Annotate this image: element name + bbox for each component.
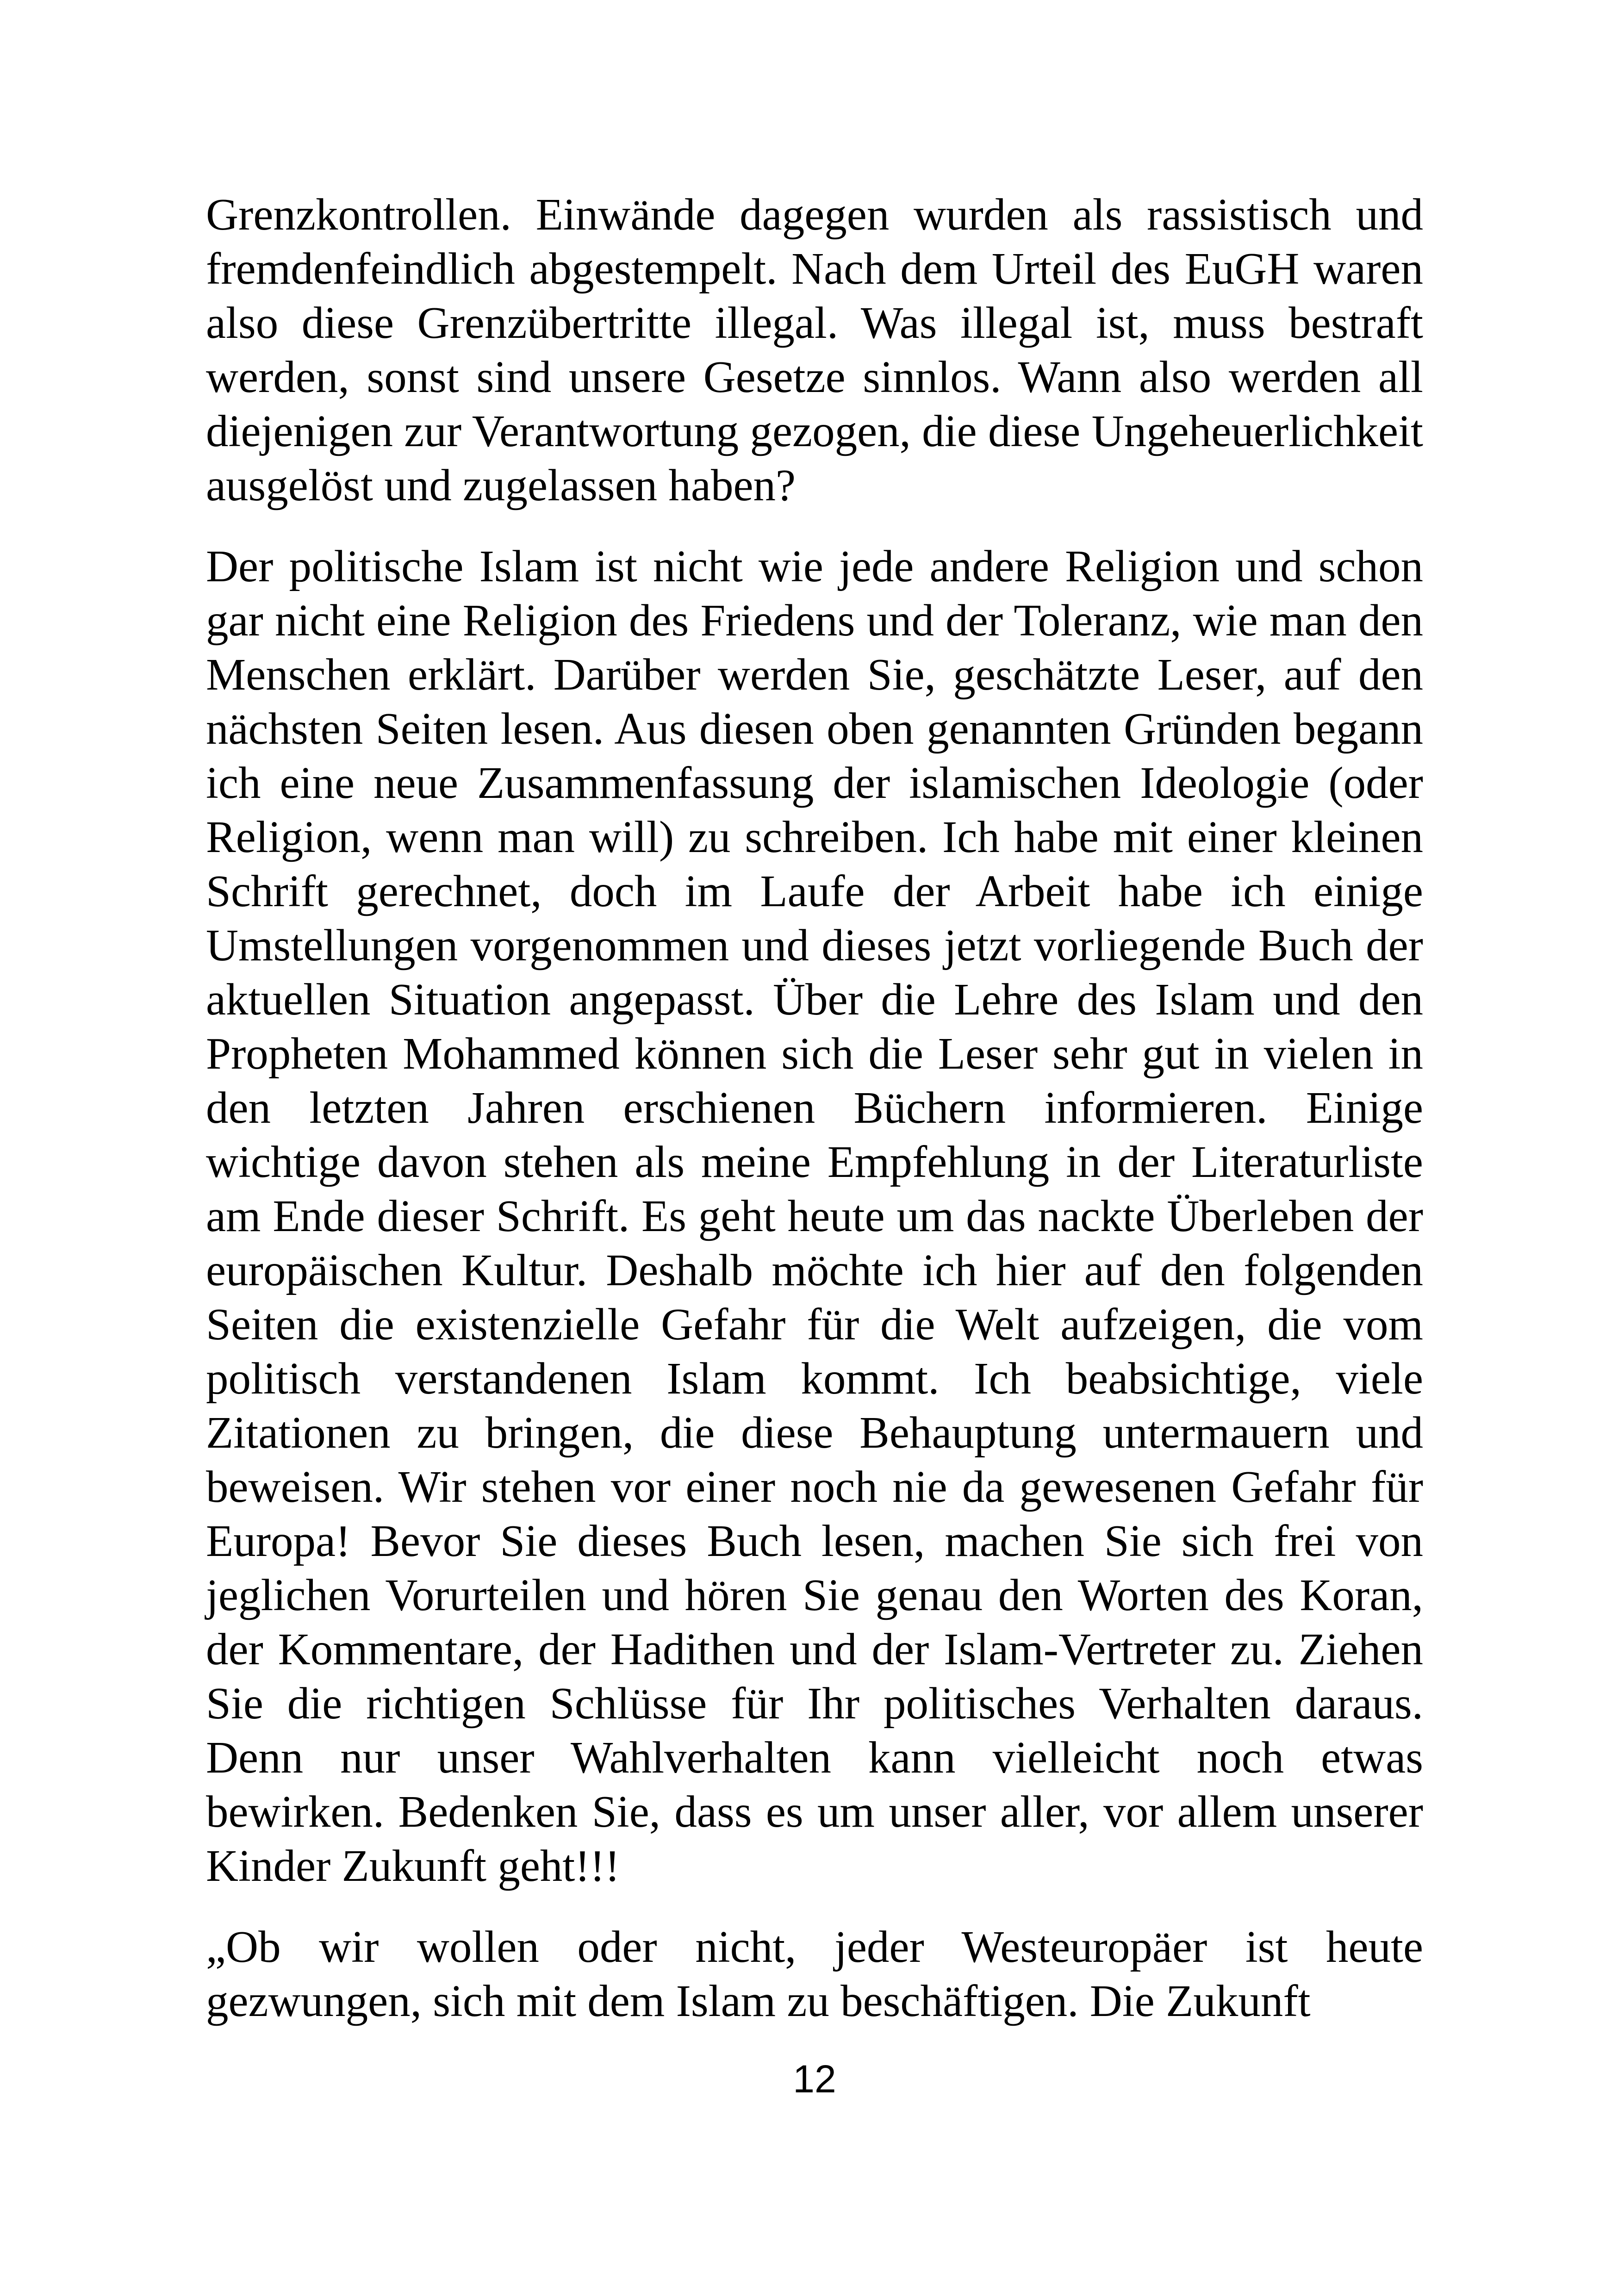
body-paragraph-3: „Ob wir wollen oder nicht, jeder Westeuropäer ist heute gezwungen, sich mit dem Islam zu beschäftigen. Die Zukunft [206, 1922, 1423, 2026]
page-text-block [206, 187, 1423, 2028]
page-number: 12 [793, 2057, 836, 2101]
body-paragraph-2: Der politische Islam ist nicht wie jede andere Religion und schon gar nicht eine Religion des Friedens und der Toleranz, wie man den Menschen erklärt. Darüber werden Sie, geschätzte Leser, auf den nächsten Seiten lesen. Aus diesen oben genannten Gründen begann ich eine neue Zusammenfassung der islamischen Ideologie (oder Religion, wenn man will) zu schreiben. Ich habe mit einer kleinen Schrift gerechnet, doch im Laufe der Arbeit habe ich einige Umstellungen vorgenommen und dieses jetzt vorliegende Buch der aktuellen Situation angepasst. Über die Lehre des Islam und den Propheten Mohammed können sich die Leser sehr gut in vielen in den letzten Jahren erschienen Büchern informieren. Einige wichtige davon stehen als meine Empfehlung in der Literaturliste am Ende dieser Schrift. Es geht heute um das nackte Überleben der europäischen Kultur. Deshalb möchte ich hier auf den folgenden Seiten die existenzielle Gefahr für die Welt aufzeigen, die vom politisch verstandenen Islam kommt. Ich beabsichtige, viele Zitationen zu bringen, die diese Behauptung untermauern und beweisen. Wir stehen vor einer noch nie da gewesenen Gefahr für Europa! Bevor Sie dieses Buch lesen, machen Sie sich frei von jeglichen Vorurteilen und hören Sie genau den Worten des Koran, der Kommentare, der Hadithen und der Islam-Vertreter zu. Ziehen Sie die richtigen Schlüsse für Ihr politisches Verhalten daraus. Denn nur unser Wahlverhalten kann vielleicht noch etwas bewirken. Bedenken Sie, dass es um unser aller, vor allem unserer Kinder Zukunft geht!!! [206, 541, 1423, 1891]
body-paragraph-1: Grenzkontrollen. Einwände dagegen wurden als rassistisch und fremdenfeindlich abgestempelt. Nach dem Urteil des EuGH waren also diese Grenzübertritte illegal. Was illegal ist, muss bestraft werden, sonst sind unsere Gesetze sinnlos. Wann also werden all diejenigen zur Verantwortung gezogen, die diese Ungeheuerlichkeit ausgelöst und zugelassen haben? [206, 190, 1423, 510]
